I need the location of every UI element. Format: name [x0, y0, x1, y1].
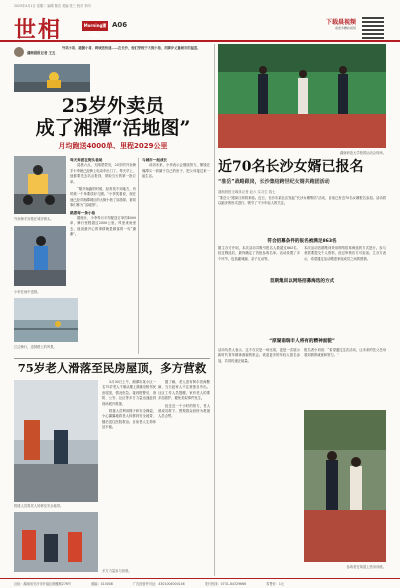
story2-photo-rescue	[14, 380, 98, 502]
story2-body-col2	[158, 380, 210, 566]
footer-price: 零售价：1元	[266, 582, 285, 586]
qr-code-icon[interactable]	[362, 17, 384, 39]
story1-body-col2	[142, 158, 210, 354]
story1-author: 潇湘晨报记者 王五	[27, 51, 56, 55]
page-number: A06	[112, 21, 128, 29]
story1-sub1: 每天奔波在街头巷尾	[70, 158, 103, 162]
masthead-logo: Morning潇湘晨报	[83, 23, 107, 38]
story3-sub1: 符合招募条件的报名被满足863名	[267, 239, 337, 244]
story3-body2-col1: 据主办方介绍，本次活动共吸引报名人数超过863名，经过筛选后，最终确定了首批参赛名单。活动设置了多个环节，包括趣味跑、亲子互动等。	[218, 246, 300, 261]
story3-body5: 报名者小刘说：“希望通过这次活动，让未来的岳父岳母看到我的诚意和努力。”	[304, 348, 386, 358]
footer-license: 广告经营许可证：4301004000146	[132, 582, 185, 586]
page-header	[0, 9, 400, 42]
story1-photo3-caption: 江边骑行，送餐路上的风景。	[14, 345, 57, 349]
story1-sub2: 熟悉每一条小巷	[70, 210, 96, 215]
story2-body-col1	[102, 380, 156, 566]
story1-photo2-caption: 小李在雨中送餐。	[14, 290, 41, 294]
page-divider	[214, 44, 215, 576]
story1-subheadline: 月均跑送4000单、里程2029公里	[58, 142, 168, 150]
story3-body1: “准岳父”跟岗日即将来临。近日，长沙市某社区发起“长沙女婿集结”活动，目前已有近70名女婿报名参加。活动将以跑步的形式进行，吸引了不少年轻人的关注。	[218, 196, 386, 206]
story1-photo-river	[14, 298, 78, 342]
story3-sub2: 首期集训以网络招募海选的方式	[269, 279, 335, 284]
footer-address: 社址：湖南省长沙市开福区湘雅路276号	[14, 582, 72, 586]
column-divider	[138, 158, 139, 354]
story3-headline: 近70名长沙女婿已报名	[218, 159, 364, 175]
story3-photo-runners	[304, 410, 386, 562]
story2-headline: 75岁老人滑落至民房屋顶，多方营救	[17, 361, 207, 375]
story1-headline-line2: 成了湘潭“活地图”	[35, 117, 191, 139]
story1-body1: 清晨六点，天刚蒙蒙亮，25岁的外卖骑手小李就已经骑上电动车出门了。每天早上，他都要先去站点报到，领取当天的第一批订单。	[70, 163, 136, 184]
story3-author: 潇湘晨报全媒体记者 赵六 实习生 钱七	[218, 190, 276, 194]
story3-photo-field	[218, 44, 386, 148]
story2-photo2-caption: 多方力量参与营救。	[102, 569, 132, 573]
story2-body3: 据了解，老人患有阿尔茨海默病，当天趁家人不注意独自外出。社区工作人员提醒，家有老人的要多加看护，避免类似事件发生。	[158, 380, 210, 401]
story1-photo-delivery	[14, 156, 66, 214]
story1-body4: 谈到未来，小李表示会继续努力，攒钱在湘潭买一套属于自己的房子，把父母接过来一起生活。	[142, 163, 210, 179]
top-info-line: 2025年4月1日 星期二 编辑 陈亮 美编 张三 校对 李四	[14, 4, 91, 8]
footer-postcode: 邮编：410008	[91, 582, 113, 586]
story2-body1: 3月30日上午，湘潭市某小区一名75岁老人不慎从楼上滑落至相邻民房屋顶，情况危急。接到报警后，消防、公安、社区等多方力量迅速赶到现场展开救援。	[102, 380, 156, 406]
story2-body4: 经过近一个小时的努力，老人被成功救下。围观群众纷纷为救援人员点赞。	[158, 403, 210, 419]
story3-sub3: “原湖南瑞丰人将有的精神面貌”	[269, 339, 335, 344]
story3-subheadline: “准岳”战略跟岗，长沙集结跨世纪女婿共跑团活动	[218, 179, 330, 185]
story3-photo-caption: 湖南师范大学校园运动会现场。	[339, 151, 386, 155]
story1-body2: “刚开始跑的时候，经常找不到地方，有时候一个单要绕好几圈。”小李笑着说，现在他已经对湘潭城区的大街小巷了如指掌，被同事们称为“活地图”。	[70, 187, 136, 208]
section-title: 世相	[14, 18, 63, 43]
author-avatar	[14, 47, 24, 57]
story1-sub3: 与城市一起成长	[142, 158, 168, 162]
story3-body4: 活动负责人表示，这不仅仅是一场比赛，更是一次展示新时代青年精神面貌的机会。欢迎更多的年轻人报名参加，共同传递正能量。	[218, 348, 300, 363]
story1-headline-line1: 25岁外卖员	[61, 95, 165, 117]
story1-lede: 外卖小哥、跑腿小哥、跨城送快递……在长沙，他们穿梭于大街小巷，用脚步丈量城市的温度。	[62, 46, 201, 50]
story1-body3: 据统计，小李每月平均配送订单约4000单，骑行里程超过2000公里。风里来雨里去，他说最开心的事情就是顾客的一句“谢谢”。	[70, 216, 136, 237]
qr-block[interactable]	[322, 17, 384, 38]
story1-photo-main	[14, 64, 90, 92]
story2-body2: 救援人员利用梯子和安全绳索，小心翼翼地将老人转移到安全地带，随后送往医院救治。目前老人生命体征平稳。	[102, 409, 156, 430]
qr-title: 下载晨视频	[325, 19, 356, 26]
qr-subtitle: 看更多精彩视频	[334, 26, 356, 30]
story1-photo1-caption: 外卖骑手穿梭在城市街头。	[14, 217, 54, 221]
story-divider	[14, 358, 210, 359]
page-footer	[0, 578, 400, 588]
story2-photo-crowd	[14, 512, 98, 572]
story1-body-col1	[70, 158, 136, 354]
footer-hotline: 发行热线：0731-84329666	[204, 582, 247, 586]
story2-photo1-caption: 救援人员将老人转移至安全地带。	[14, 504, 64, 508]
story3-photo2-caption: 参赛者在赛道上热身训练。	[346, 565, 386, 569]
story3-body3-col2: 本次活动首期集训采用网络招募海选的方式进行。参与者需要提交个人资料，经过审核后方可参加。主办方表示，希望通过活动增进家庭成员之间的感情。	[304, 246, 386, 261]
story1-photo-rain	[14, 226, 66, 286]
